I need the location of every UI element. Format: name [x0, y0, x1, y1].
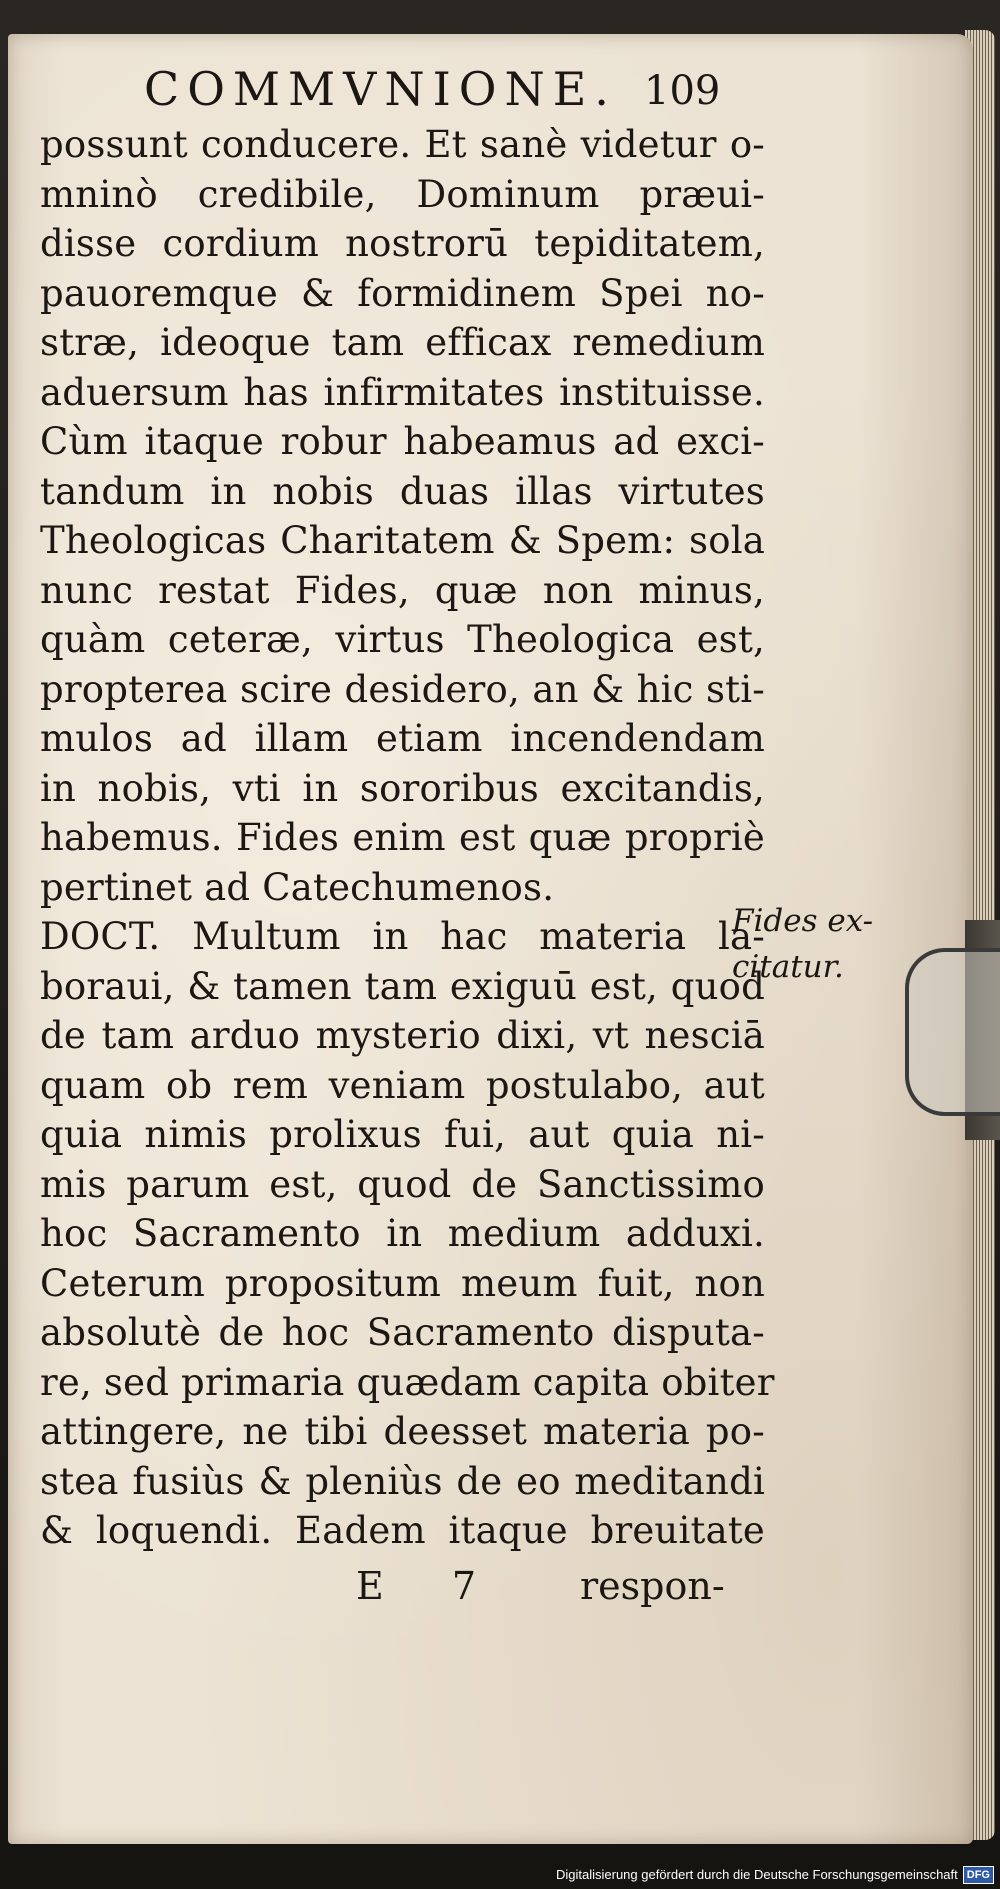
text-line: DOCT. Multum in hac materia la-: [40, 915, 765, 958]
credit-text: Digitalisierung gefördert durch die Deutsche Forschungsgemeinschaft: [555, 1867, 958, 1882]
page-number: 109: [644, 68, 721, 114]
marginal-note: [732, 898, 892, 990]
book-clasp: [905, 948, 1000, 1116]
text-line: stræ, ideoque tam efficax remedium: [40, 321, 765, 364]
marginal-note-line: Fides ex-: [732, 903, 874, 939]
text-line: tandum in nobis duas illas virtutes: [40, 469, 765, 513]
text-line: quàm ceteræ, virtus Theologica est,: [40, 618, 765, 661]
text-line: de tam arduo mysterio dixi, vt nesciā: [40, 1014, 765, 1057]
text-line: Ceterum propositum meum fuit, non: [40, 1261, 765, 1305]
text-line: mninò credibile, Dominum præui-: [40, 172, 765, 216]
text-line: pertinet ad Catechumenos.: [40, 865, 555, 909]
text-line: pauoremque & formidinem Spei no-: [40, 271, 765, 315]
text-line: re, sed primaria quædam capita obiter: [40, 1360, 775, 1404]
text-line: aduersum has infirmitates instituisse.: [40, 370, 765, 414]
text-line: absolutè de hoc Sacramento disputa-: [40, 1311, 765, 1354]
dfg-logo: DFG: [963, 1866, 994, 1884]
text-line: hoc Sacramento in medium adduxi.: [40, 1212, 765, 1255]
text-line: stea fusiùs & pleniùs de eo meditandi: [40, 1459, 765, 1503]
text-line: boraui, & tamen tam exiguū est, quod: [40, 964, 765, 1008]
text-line: disse cordium nostrorū tepiditatem,: [40, 222, 765, 265]
page-text-block: [40, 58, 775, 1616]
page-header: [40, 58, 765, 120]
text-line: propterea scire desidero, an & hic sti-: [40, 667, 765, 711]
text-line: attingere, ne tibi deesset materia po-: [40, 1410, 765, 1453]
text-line: nunc restat Fides, quæ non minus,: [40, 568, 765, 612]
text-line: mis parum est, quod de Sanctissimo: [40, 1162, 765, 1206]
text-line: habemus. Fides enim est quæ propriè: [40, 816, 765, 859]
text-line: Cùm itaque robur habeamus ad exci-: [40, 420, 765, 463]
signature-mark: E 7: [356, 1563, 504, 1608]
text-line: quam ob rem veniam postulabo, aut: [40, 1063, 765, 1107]
text-line: & loquendi. Eadem itaque breuitate: [40, 1509, 765, 1552]
text-line: possunt conducere. Et sanè videtur o-: [40, 123, 765, 166]
text-line: in nobis, vti in sororibus excitandis,: [40, 766, 765, 810]
digitization-credit: [556, 1864, 994, 1886]
running-head: COMMVNIONE.: [144, 62, 617, 116]
page-footer: [40, 1556, 765, 1616]
text-line: Theologicas Charitatem & Spem: sola: [40, 519, 765, 562]
text-line: quia nimis prolixus fui, aut quia ni-: [40, 1113, 765, 1156]
catchword: respon-: [580, 1563, 725, 1608]
text-line: mulos ad illam etiam incendendam: [40, 717, 765, 760]
marginal-note-line: citatur.: [732, 949, 844, 985]
